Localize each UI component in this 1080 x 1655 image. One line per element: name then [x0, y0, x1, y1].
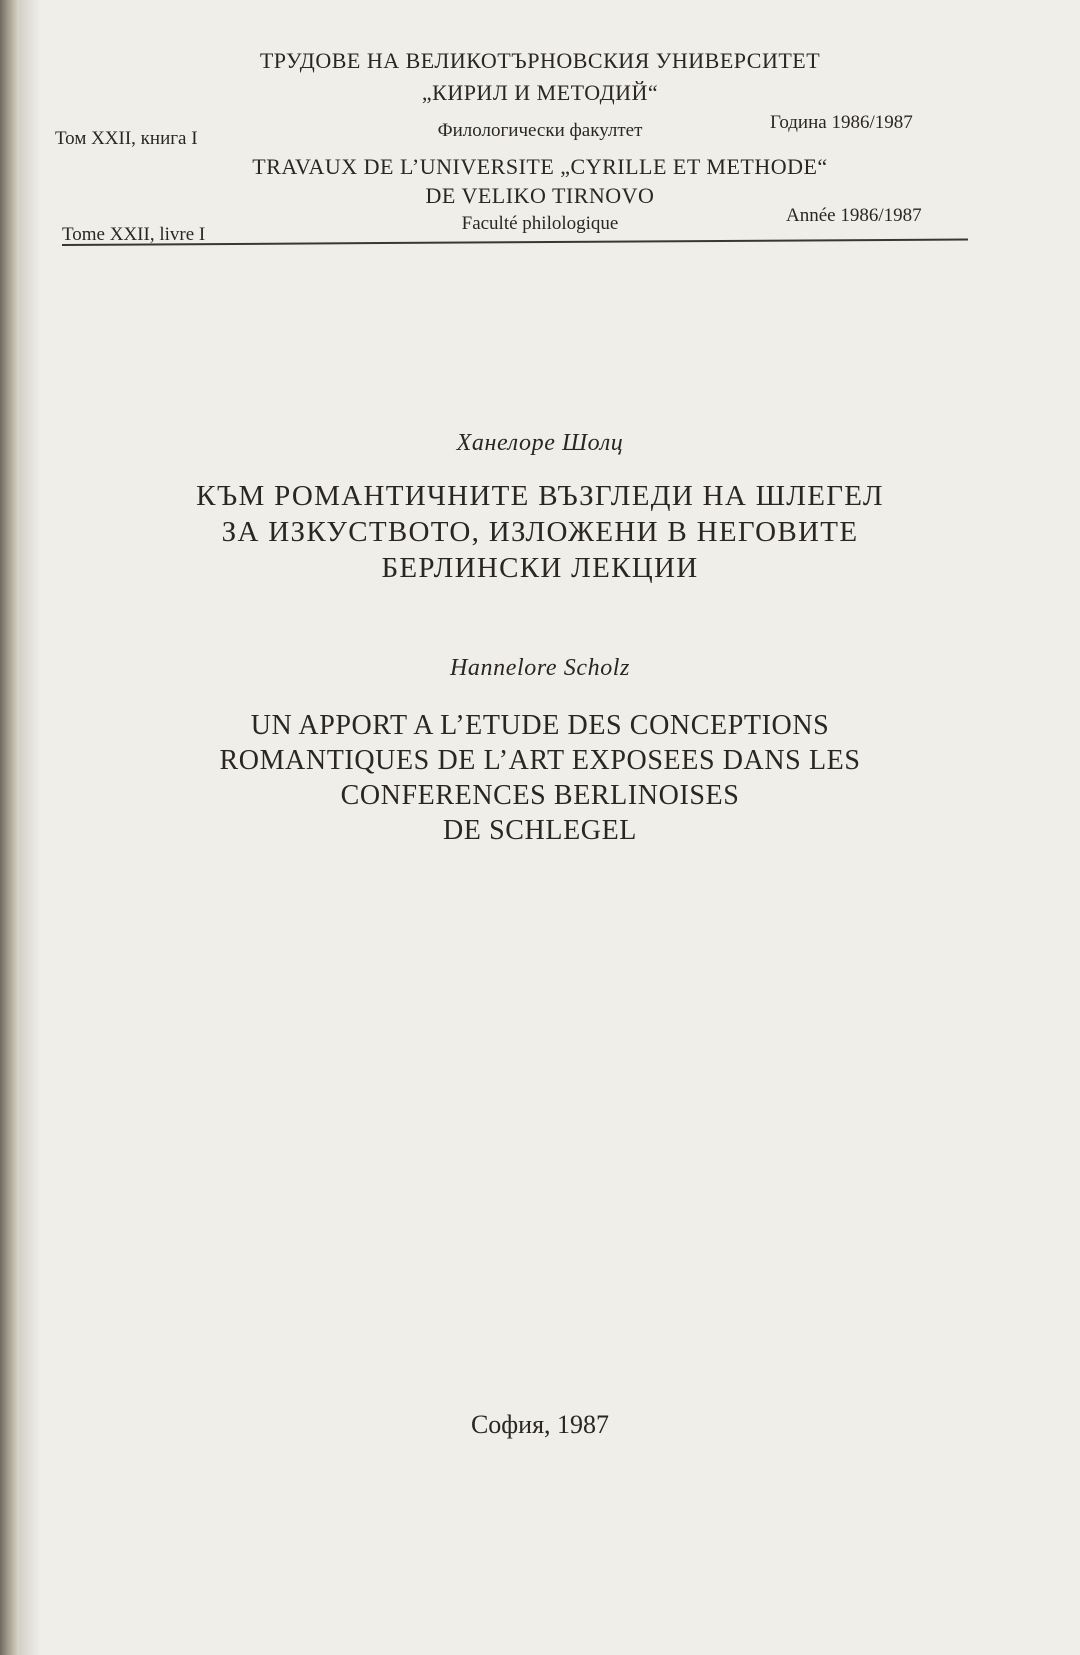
title-bg-line2: ЗА ИЗКУСТВОТО, ИЗЛОЖЕНИ В НЕГОВИТЕ [221, 516, 859, 548]
header-fr-year: Année 1986/1987 [786, 205, 922, 226]
author-bg: Ханелоре Шолц [456, 430, 624, 456]
title-fr-line2: ROMANTIQUES DE L’ART EXPOSEES DANS LES [219, 745, 861, 776]
header-fr-volume: Tome XXII, livre I [62, 224, 206, 245]
header-bg-title-line2: „КИРИЛ И МЕТОДИЙ“ [421, 80, 659, 105]
header-fr-title-line2: DE VELIKO TIRNOVO [425, 183, 655, 208]
title-fr-line1: UN APPORT A L’ETUDE DES CONCEPTIONS [250, 710, 830, 741]
title-fr-line4: DE SCHLEGEL [442, 815, 638, 846]
footer-place-year: София, 1987 [470, 1410, 610, 1439]
header-bg-year: Година 1986/1987 [770, 112, 913, 133]
header-bg-title-line1: ТРУДОВЕ НА ВЕЛИКОТЪРНОВСКИЯ УНИВЕРСИТЕТ [259, 48, 821, 73]
header-fr-faculty: Faculté philologique [461, 213, 619, 234]
header-bg-faculty: Филологически факултет [437, 120, 643, 141]
title-fr-line3: CONFERENCES BERLINOISES [340, 780, 740, 811]
author-fr: Hannelore Scholz [449, 655, 630, 681]
title-bg-line1: КЪМ РОМАНТИЧНИТЕ ВЪЗГЛЕДИ НА ШЛЕГЕЛ [196, 480, 884, 512]
title-bg-line3: БЕРЛИНСКИ ЛЕКЦИИ [381, 552, 699, 584]
header-fr-title-line1: TRAVAUX DE L’UNIVERSITE „CYRILLE ET METHODE“ [252, 154, 828, 179]
header-bg-volume: Том XXII, книга I [55, 128, 198, 149]
